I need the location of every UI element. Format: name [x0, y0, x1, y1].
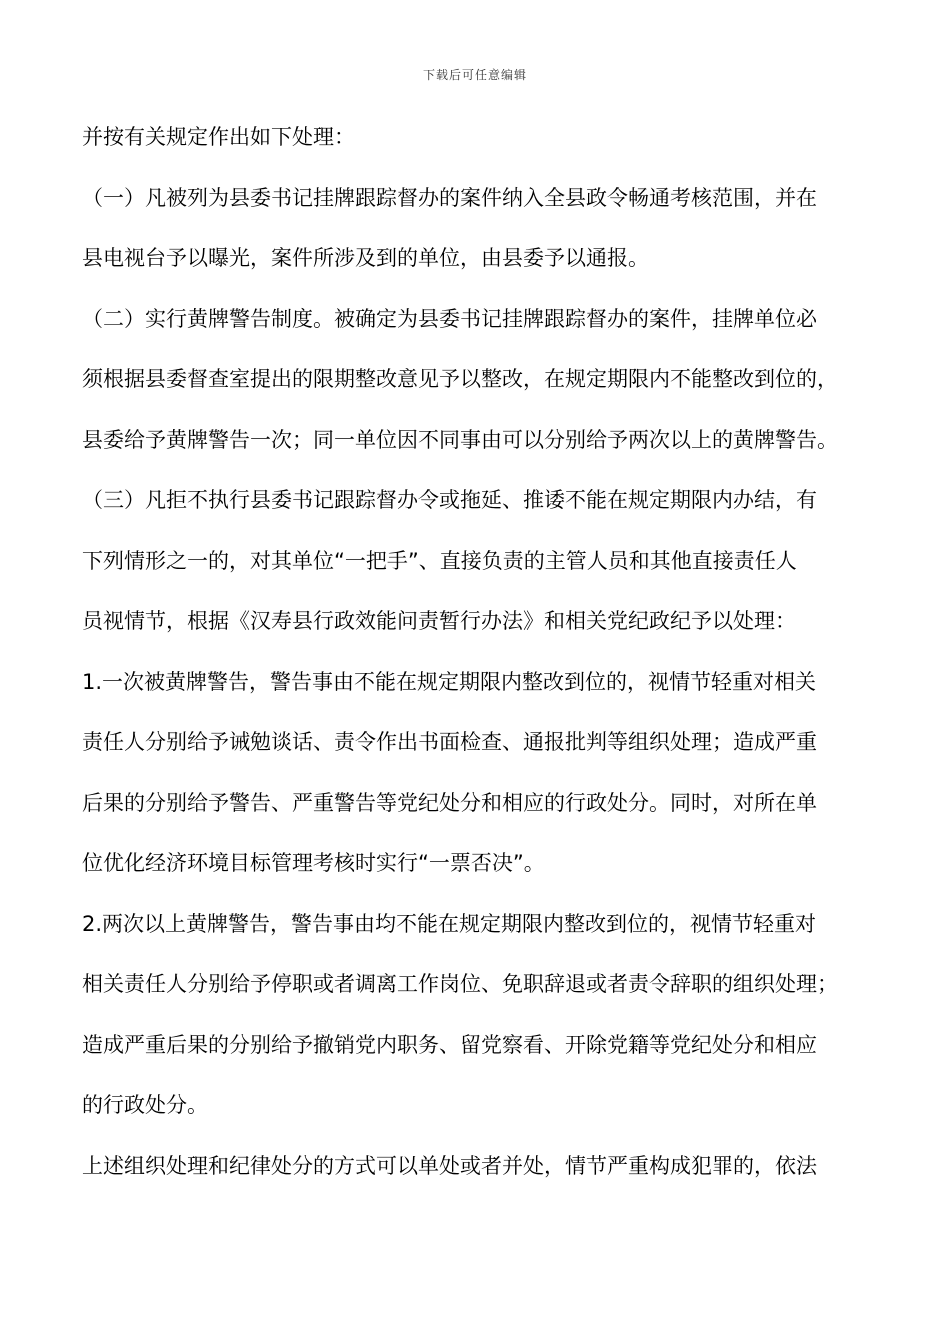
- page-header-note: 下载后可任意编辑: [422, 68, 527, 82]
- text-line: （一）凡被列为县委书记挂牌跟踪督办的案件纳入全县政令畅通考核范围，并在: [82, 185, 817, 210]
- text-line: 造成严重后果的分别给予撤销党内职务、留党察看、开除党籍等党纪处分和相应: [82, 1032, 817, 1057]
- text-line: 的行政处分。: [82, 1093, 208, 1117]
- text-line: 位优化经济环境目标管理考核时实行“一票否决”。: [82, 851, 545, 875]
- text-line: 2.两次以上黄牌警告，警告事由均不能在规定期限内整改到位的，视情节轻重对: [82, 911, 817, 936]
- text-line: 后果的分别给予警告、严重警告等党纪处分和相应的行政处分。同时，对所在单: [82, 790, 817, 815]
- text-line: 相关责任人分别给予停职或者调离工作岗位、免职辞退或者责令辞职的组织处理；: [82, 972, 838, 996]
- text-line: 上述组织处理和纪律处分的方式可以单处或者并处，情节严重构成犯罪的，依法: [82, 1153, 817, 1178]
- text-line: 下列情形之一的，对其单位“一把手”、直接负责的主管人员和其他直接责任人: [82, 548, 797, 573]
- text-line: 须根据县委督查室提出的限期整改意见予以整改，在规定期限内不能整改到位的，: [82, 367, 838, 391]
- text-line: 员视情节，根据《汉寿县行政效能问责暂行办法》和相关党纪政纪予以处理：: [82, 609, 796, 633]
- text-line: 1.一次被黄牌警告，警告事由不能在规定期限内整改到位的，视情节轻重对相关: [82, 669, 817, 694]
- text-line: 县委给予黄牌警告一次；同一单位因不同事由可以分别给予两次以上的黄牌警告。: [82, 427, 838, 452]
- text-line: 县电视台予以曝光，案件所涉及到的单位，由县委予以通报。: [82, 246, 649, 270]
- document-body: [82, 117, 882, 1206]
- text-line: （三）凡拒不执行县委书记跟踪督办令或拖延、推诿不能在规定期限内办结，有: [82, 488, 817, 512]
- text-line: 并按有关规定作出如下处理：: [82, 125, 355, 149]
- text-line: （二）实行黄牌警告制度。被确定为县委书记挂牌跟踪督办的案件，挂牌单位必: [82, 306, 817, 331]
- text-line: 责任人分别给予诫勉谈话、责令作出书面检查、通报批判等组织处理；造成严重: [82, 730, 817, 754]
